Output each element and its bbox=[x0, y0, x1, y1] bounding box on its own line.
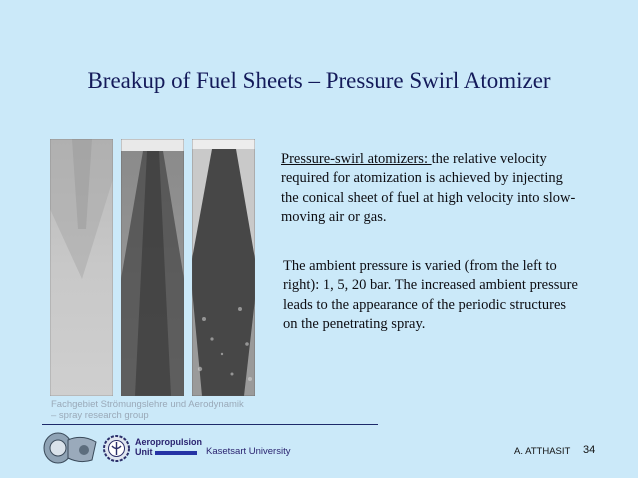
unit-label-line-1: Aeropropulsion bbox=[135, 437, 202, 447]
author-name: A. ATTHASIT bbox=[514, 446, 571, 457]
spray-photo-5-bar bbox=[121, 139, 184, 396]
atomizer-logo-icon bbox=[42, 430, 100, 466]
unit-label-line-2: Unit bbox=[135, 447, 153, 457]
university-name: Kasetsart University bbox=[206, 446, 291, 457]
university-emblem-icon bbox=[103, 435, 130, 462]
figure-credit bbox=[51, 399, 271, 421]
credit-line-1: Fachgebiet Strömungslehre und Aerodynamik bbox=[51, 399, 244, 410]
spray-photo-1-bar bbox=[50, 139, 113, 396]
paragraph-pressure-swirl bbox=[281, 150, 581, 227]
spray-photo-20-bar bbox=[192, 139, 255, 396]
unit-underline bbox=[155, 451, 197, 455]
aeropropulsion-unit-label bbox=[135, 437, 202, 457]
footer-divider bbox=[42, 424, 378, 425]
paragraph-lead-term: Pressure-swirl atomizers: bbox=[281, 151, 432, 167]
page-number: 34 bbox=[583, 444, 596, 456]
credit-line-2: – spray research group bbox=[51, 410, 149, 421]
paragraph-body-text: the relative velocity required for atomization is achieved by injecting the conical sheet of fuel at high velocity into slow-moving air or gas. bbox=[281, 151, 576, 225]
slide-title: Breakup of Fuel Sheets – Pressure Swirl Atomizer bbox=[87, 68, 551, 93]
paragraph-ambient-pressure: The ambient pressure is varied (from the left to right): 1, 5, 20 bar. The increased ambient pressure leads to the appearance of the periodic structures on the penetrating spray. bbox=[283, 258, 578, 332]
